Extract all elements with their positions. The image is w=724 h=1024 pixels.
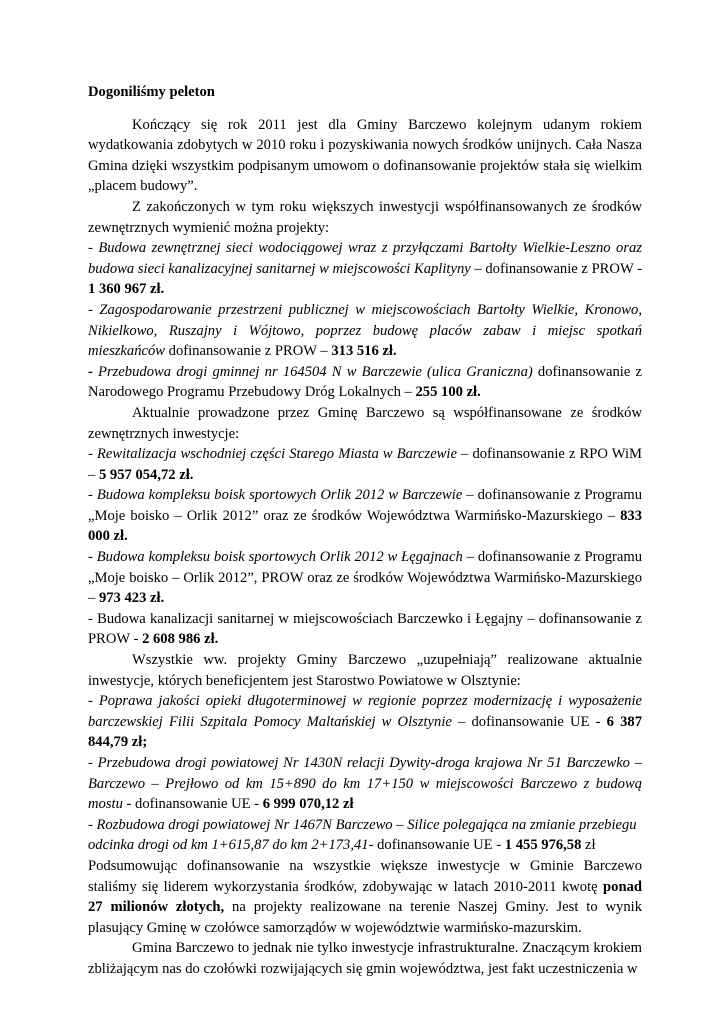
closing-paragraph: Gmina Barczewo to jednak nie tylko inwestycje infrastrukturalne. Znaczącym krokiem zbliżającym nas do czołówki rozwijających się gmin województwa, jest fakt uczestniczenia w	[88, 940, 642, 977]
summary-paragraph	[88, 856, 642, 938]
document-page	[88, 82, 642, 980]
funding-amount: 2 608 986 zł.	[142, 631, 219, 648]
project-name: Budowa zewnętrznej sieci wodociągowej wraz z przyłączami Bartołty Wielkie-Leszno oraz budowa sieci kanalizacyjnej sanitarnej w miejscowości Kaplityny	[88, 240, 642, 277]
funding-amount: 1 455 976,58	[504, 837, 582, 854]
summary-text: Podsumowując dofinansowanie na wszystkie większe inwestycje w Gminie Barczewo staliśmy się liderem wykorzystania środków, zdobywając w latach 2010-2011 kwotę	[88, 857, 642, 895]
funding-amount: 255 100 zł.	[415, 384, 481, 401]
funding-amount: 5 957 054,72 zł.	[98, 466, 194, 483]
county-project-item	[88, 753, 642, 815]
funding-amount: 6 387 844,79 zł;	[88, 713, 642, 751]
completed-project-item	[88, 362, 642, 403]
project-name: Poprawa jakości opieki długoterminowej w regionie poprzez modernizację i wyposażenie barczewskiej Filii Szpitala Pomocy Maltańskiej w Olsztynie	[88, 693, 643, 730]
completed-project-item	[88, 300, 642, 362]
project-name: Budowa kompleksu boisk sportowych Orlik 2012 w Barczewie	[96, 487, 463, 504]
ongoing-intro-paragraph: Aktualnie prowadzone przez Gminę Barczewo są współfinansowane ze środków zewnętrznych inwestycje:	[88, 404, 642, 442]
item-dash: -	[88, 301, 100, 318]
item-dash: -	[88, 693, 99, 710]
funding-amount: 973 423 zł.	[98, 590, 165, 607]
funding-text: – dofinansowanie z RPO WiM –	[88, 446, 642, 483]
county-project-item	[88, 691, 642, 753]
item-dash: -	[88, 549, 97, 566]
funding-text: - dofinansowanie UE -	[122, 796, 263, 813]
funding-text: – dofinansowanie z Programu „Moje boisko – Orlik 2012”, PROW oraz ze środków Województwa Warmińsko-Mazurskiego –	[88, 549, 643, 607]
completed-intro-paragraph: Z zakończonych w tym roku większych inwestycji współfinansowanych ze środków zewnętrznych wymienić można projekty:	[88, 198, 642, 236]
article-title: Dogoniliśmy peleton	[88, 84, 215, 100]
funding-text: – dofinansowanie z PROW -	[470, 260, 642, 277]
item-dash: -	[88, 240, 99, 257]
funding-text: dofinansowanie z PROW –	[165, 343, 332, 360]
item-dash: -	[88, 755, 98, 771]
funding-amount: 313 516 zł.	[331, 343, 397, 360]
project-name: Przebudowa drogi gminnej nr 164504 N w Barczewie (ulica Graniczna)	[98, 363, 533, 380]
ongoing-project-item	[88, 444, 642, 485]
completed-project-item	[88, 238, 642, 300]
ongoing-project-item	[88, 547, 642, 609]
summary-text: na projekty realizowane na terenie Naszej Gminy. Jest to wynik plasujący Gminę w czołówce samorządów w województwie warmińsko-mazurskim.	[88, 899, 642, 936]
item-dash: -	[88, 487, 97, 504]
funding-amount: 1 360 967 zł.	[88, 281, 165, 298]
item-dash: -	[88, 816, 97, 833]
funding-text: - dofinansowanie UE -	[368, 837, 505, 854]
county-intro-paragraph: Wszystkie ww. projekty Gminy Barczewo „uzupełniają” realizowane aktualnie inwestycje, których beneficjentem jest Starostwo Powiatowe w Olsztynie:	[88, 652, 642, 689]
funding-text: – dofinansowanie z Programu „Moje boisko – Orlik 2012” oraz ze środków Województwa Warmińsko-Mazurskiego –	[88, 487, 643, 524]
funding-text: – dofinansowanie UE -	[451, 713, 607, 730]
project-name: Rewitalizacja wschodniej części Starego Miasta w Barczewie	[96, 446, 457, 463]
currency-suffix: zł	[581, 837, 596, 854]
summary-total: ponad 27 milionów złotych,	[88, 878, 642, 916]
project-name: Rozbudowa drogi powiatowej Nr 1467N Barczewo – Silice polegająca na zmianie przebiegu odcinka drogi od km 1+615,87 do km 2+173,41	[88, 816, 637, 854]
ongoing-project-item	[88, 609, 642, 650]
funding-amount: 6 999 070,12 zł	[262, 796, 354, 813]
project-name: Budowa kompleksu boisk sportowych Orlik 2012 w Łęgajnach	[96, 549, 463, 566]
project-name: Zagospodarowanie przestrzeni publicznej w miejscowościach Bartołty Wielkie, Kronowo, Nikielkowo, Ruszajny i Wójtowo, poprzez budowę placów zabaw i miejsc spotkań mieszkańców	[88, 301, 642, 360]
funding-amount: 833 000 zł.	[88, 507, 642, 545]
item-dash: -	[88, 446, 97, 463]
funding-text: dofinansowanie z Narodowego Programu Przebudowy Dróg Lokalnych –	[88, 363, 642, 401]
county-project-item	[88, 815, 642, 856]
project-name: Przebudowa drogi powiatowej Nr 1430N relacji Dywity-droga krajowa Nr 51 Barczewko – Barczewo – Prejłowo od km 15+890 do km 17+150 w miejscowości Barczewo z budową mostu	[88, 755, 642, 813]
intro-paragraph: Kończący się rok 2011 jest dla Gminy Barczewo kolejnym udanym rokiem wydatkowania zdobytych w 2010 roku i pozyskiwania nowych środków unijnych. Cała Nasza Gmina dzięki wszystkim podpisanym umowom o dofinansowanie projektów stała się wielkim „placem budowy”.	[88, 116, 642, 195]
ongoing-project-item	[88, 485, 642, 547]
item-dash: -	[88, 363, 99, 380]
funding-text: - Budowa kanalizacji sanitarnej w miejscowościach Barczewko i Łęgajny – dofinansowanie z PROW -	[88, 610, 642, 648]
